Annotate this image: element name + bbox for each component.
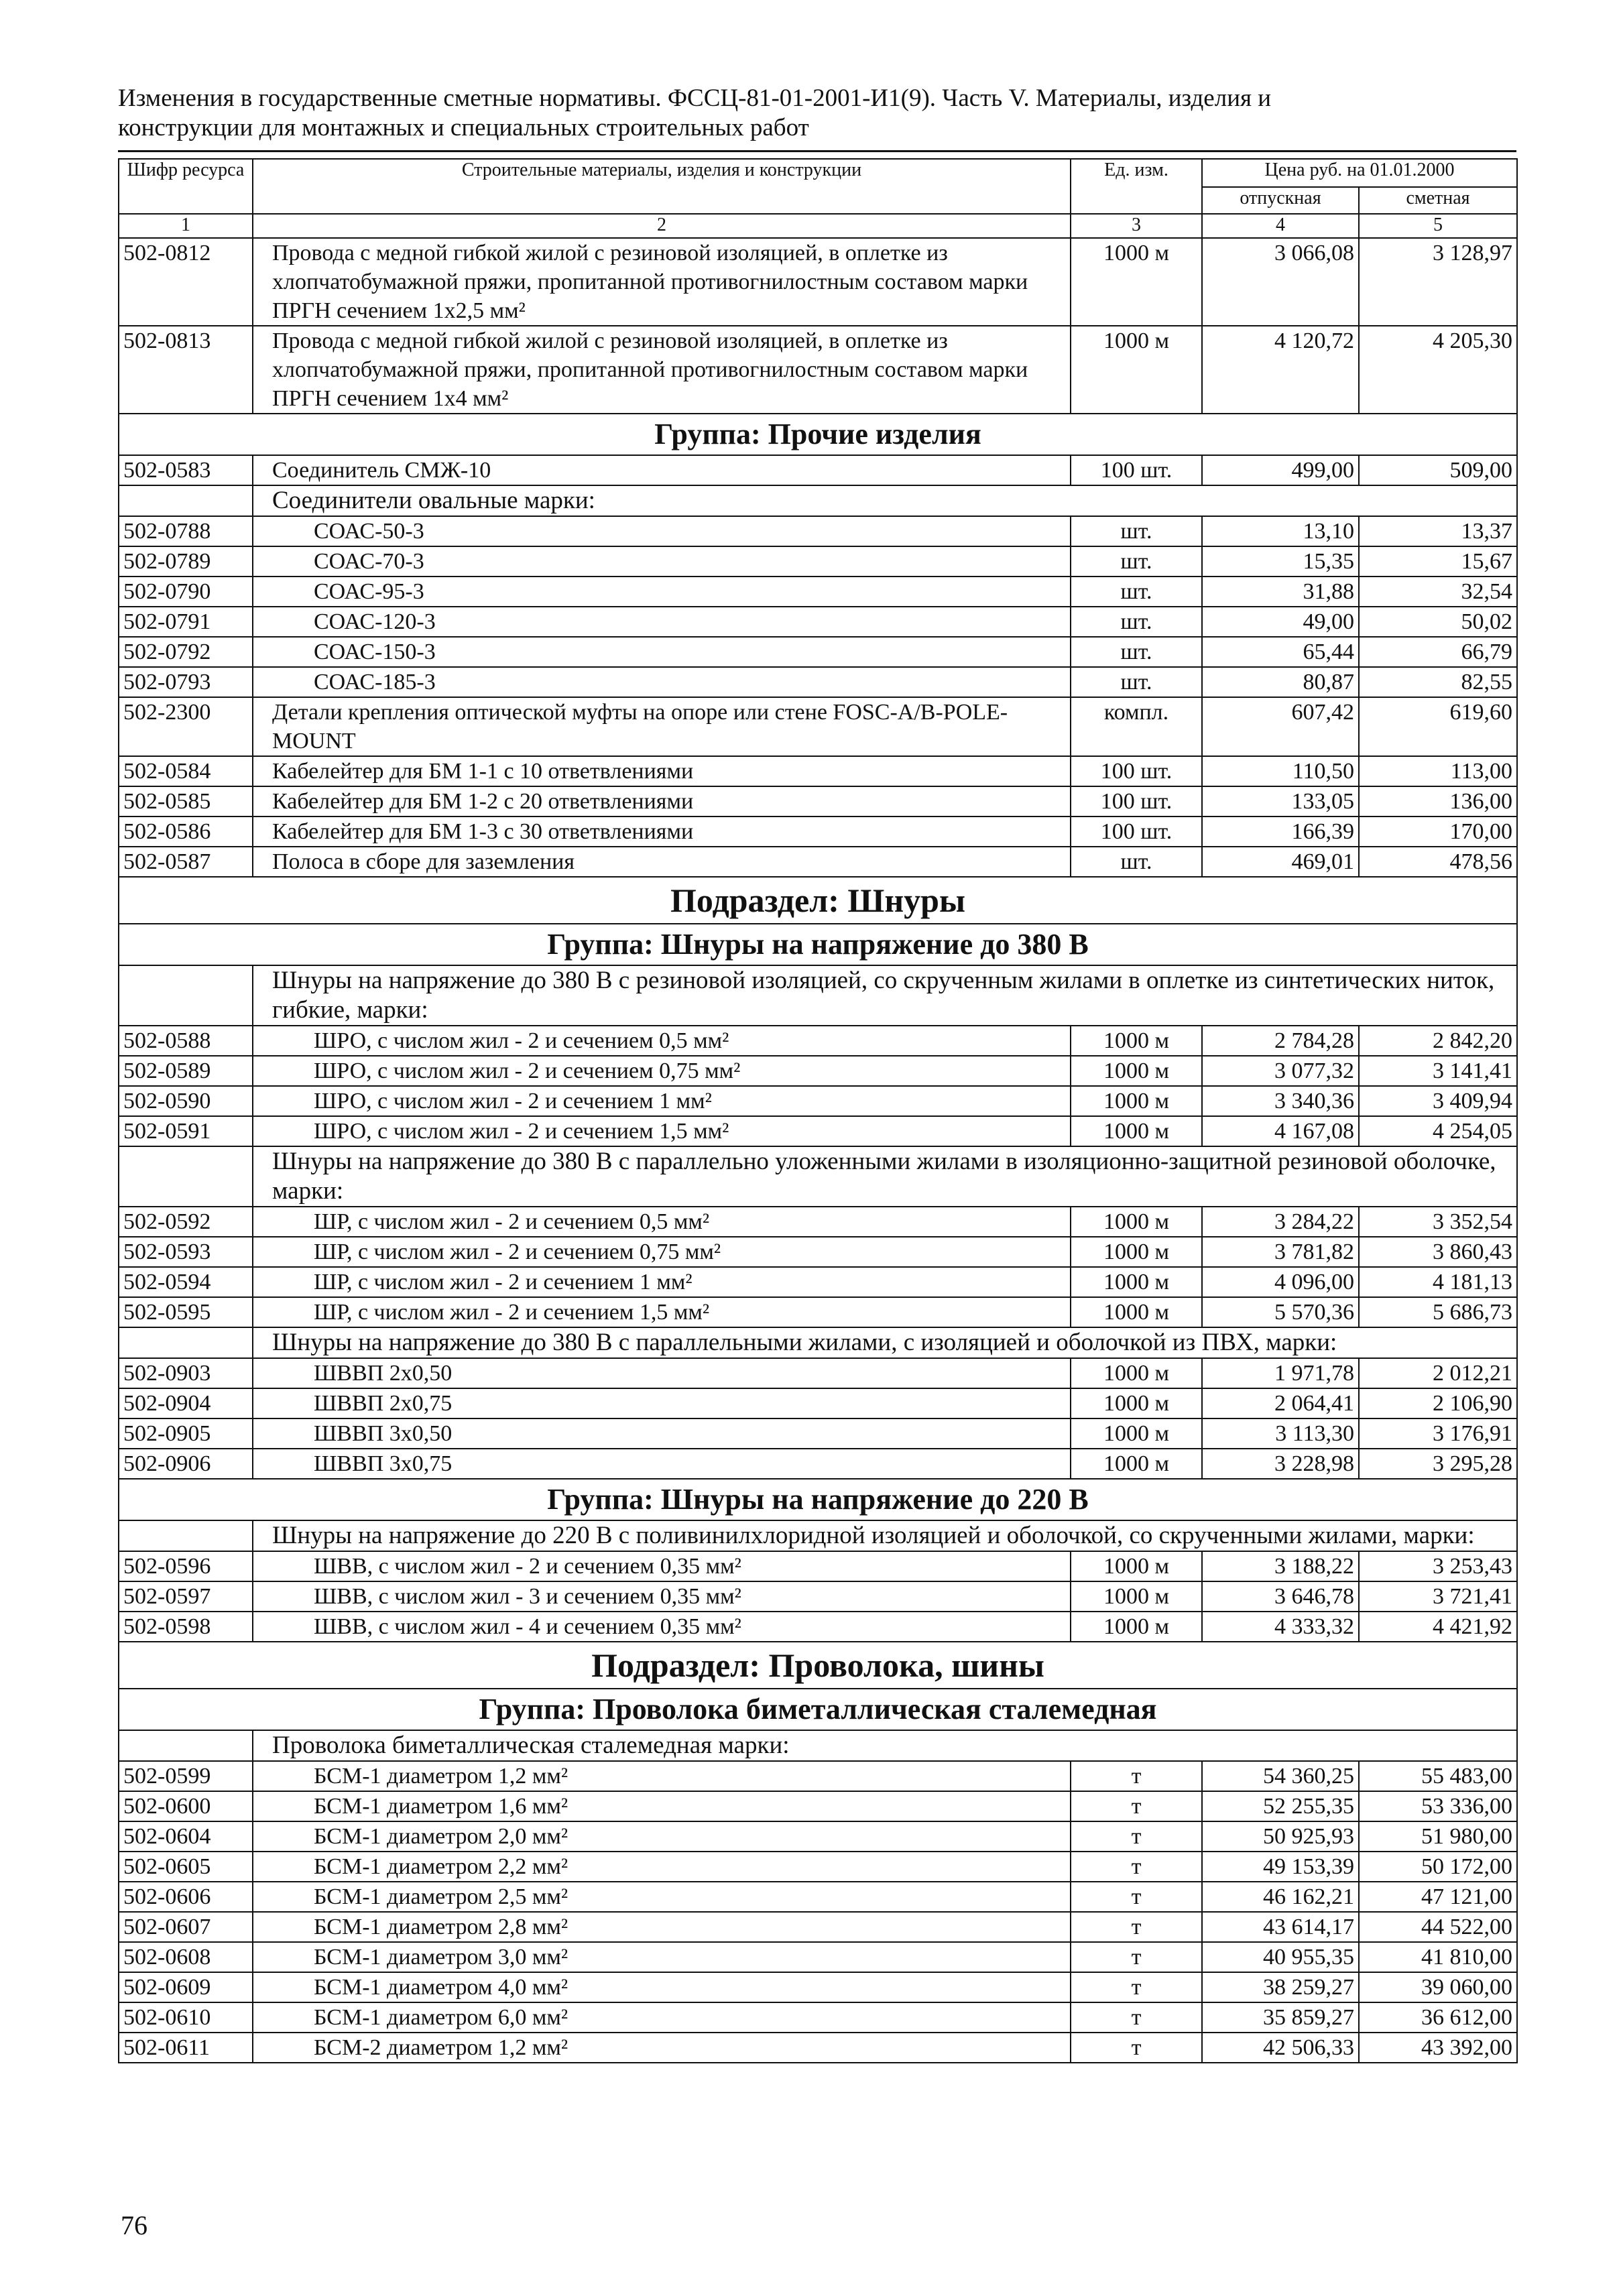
table-row xyxy=(119,756,1517,786)
subsection-heading xyxy=(119,877,1517,924)
resource-code: 502-0789 xyxy=(119,546,253,577)
release-price: 166,39 xyxy=(1202,817,1359,847)
category-note-row xyxy=(119,1520,1517,1551)
table-row xyxy=(119,546,1517,577)
estimate-price: 3 409,94 xyxy=(1359,1086,1517,1116)
resource-code: 502-0605 xyxy=(119,1852,253,1882)
table-row xyxy=(119,2002,1517,2033)
release-price: 3 066,08 xyxy=(1202,238,1359,326)
release-price: 38 259,27 xyxy=(1202,1972,1359,2002)
release-price: 54 360,25 xyxy=(1202,1761,1359,1791)
column-header-name: Строительные материалы, изделия и конструкции xyxy=(253,159,1071,214)
unit-of-measure: т xyxy=(1071,1821,1202,1852)
heading-text: Группа: Проволока биметаллическая сталемедная xyxy=(119,1689,1517,1730)
release-price: 3 284,22 xyxy=(1202,1207,1359,1237)
release-price: 3 077,32 xyxy=(1202,1056,1359,1086)
group-heading xyxy=(119,1689,1517,1730)
estimate-price: 4 421,92 xyxy=(1359,1612,1517,1642)
release-price: 80,87 xyxy=(1202,667,1359,697)
estimate-price: 3 295,28 xyxy=(1359,1449,1517,1479)
material-name: ШВВ, с числом жил - 2 и сечением 0,35 мм² xyxy=(253,1551,1071,1581)
material-name: ШРО, с числом жил - 2 и сечением 1 мм² xyxy=(253,1086,1071,1116)
release-price: 4 096,00 xyxy=(1202,1267,1359,1297)
resource-code: 502-0590 xyxy=(119,1086,253,1116)
unit-of-measure: 1000 м xyxy=(1071,1388,1202,1418)
resource-code: 502-0604 xyxy=(119,1821,253,1852)
release-price: 607,42 xyxy=(1202,697,1359,756)
column-number: 5 xyxy=(1359,214,1517,238)
estimate-price: 66,79 xyxy=(1359,637,1517,667)
unit-of-measure: 1000 м xyxy=(1071,1418,1202,1449)
unit-of-measure: 1000 м xyxy=(1071,1358,1202,1388)
column-number: 2 xyxy=(253,214,1071,238)
resource-code: 502-0589 xyxy=(119,1056,253,1086)
resource-code: 502-0585 xyxy=(119,786,253,817)
table-row xyxy=(119,1297,1517,1327)
table-row xyxy=(119,1761,1517,1791)
heading-text: Группа: Шнуры на напряжение до 380 В xyxy=(119,924,1517,965)
estimate-price: 2 012,21 xyxy=(1359,1358,1517,1388)
table-row xyxy=(119,326,1517,414)
group-heading xyxy=(119,414,1517,455)
unit-of-measure: шт. xyxy=(1071,847,1202,877)
unit-of-measure: 1000 м xyxy=(1071,238,1202,326)
release-price: 5 570,36 xyxy=(1202,1297,1359,1327)
release-price: 49,00 xyxy=(1202,607,1359,637)
category-note: Проволока биметаллическая сталемедная марки: xyxy=(253,1730,1517,1761)
table-body xyxy=(119,238,1517,2063)
estimate-price: 3 176,91 xyxy=(1359,1418,1517,1449)
column-header-release: отпускная xyxy=(1202,187,1359,214)
table-row xyxy=(119,1086,1517,1116)
release-price: 3 781,82 xyxy=(1202,1237,1359,1267)
release-price: 3 646,78 xyxy=(1202,1581,1359,1612)
estimate-price: 4 254,05 xyxy=(1359,1116,1517,1146)
subsection-heading xyxy=(119,1642,1517,1689)
material-name: Провода с медной гибкой жилой с резиновой изоляцией, в оплетке из хлопчатобумажной пряжи, пропитанной противогнилостным составом марки ПРГН сечением 1х4 мм² xyxy=(253,326,1071,414)
material-name: Кабелейтер для БМ 1-3 с 30 ответвлениями xyxy=(253,817,1071,847)
empty-cell xyxy=(119,965,253,1026)
release-price: 15,35 xyxy=(1202,546,1359,577)
unit-of-measure: шт. xyxy=(1071,667,1202,697)
heading-text: Группа: Прочие изделия xyxy=(119,414,1517,455)
page-header xyxy=(118,84,1516,143)
table-row xyxy=(119,847,1517,877)
release-price: 46 162,21 xyxy=(1202,1882,1359,1912)
estimate-price: 3 352,54 xyxy=(1359,1207,1517,1237)
table-row xyxy=(119,1612,1517,1642)
unit-of-measure: 100 шт. xyxy=(1071,786,1202,817)
category-note-row xyxy=(119,485,1517,516)
resource-code: 502-0788 xyxy=(119,516,253,546)
table-row xyxy=(119,1267,1517,1297)
resource-code: 502-0592 xyxy=(119,1207,253,1237)
estimate-price: 39 060,00 xyxy=(1359,1972,1517,2002)
resource-code: 502-0792 xyxy=(119,637,253,667)
release-price: 13,10 xyxy=(1202,516,1359,546)
material-name: БСМ-1 диаметром 2,8 мм² xyxy=(253,1912,1071,1942)
estimate-price: 43 392,00 xyxy=(1359,2033,1517,2063)
resource-code: 502-0608 xyxy=(119,1942,253,1972)
release-price: 49 153,39 xyxy=(1202,1852,1359,1882)
column-number: 4 xyxy=(1202,214,1359,238)
resource-code: 502-0593 xyxy=(119,1237,253,1267)
unit-of-measure: т xyxy=(1071,2033,1202,2063)
category-note-row xyxy=(119,1146,1517,1207)
unit-of-measure: 1000 м xyxy=(1071,1449,1202,1479)
estimate-price: 136,00 xyxy=(1359,786,1517,817)
category-note: Шнуры на напряжение до 380 В с параллельно уложенными жилами в изоляционно-защитной резиновой оболочке, марки: xyxy=(253,1146,1517,1207)
resource-code: 502-0903 xyxy=(119,1358,253,1388)
material-name: ШВВП 3х0,75 xyxy=(253,1449,1071,1479)
table-row xyxy=(119,817,1517,847)
material-name: Провода с медной гибкой жилой с резиновой изоляцией, в оплетке из хлопчатобумажной пряжи, пропитанной противогнилостным составом марки ПРГН сечением 1х2,5 мм² xyxy=(253,238,1071,326)
resource-code: 502-2300 xyxy=(119,697,253,756)
unit-of-measure: 1000 м xyxy=(1071,1267,1202,1297)
empty-cell xyxy=(119,1327,253,1358)
release-price: 133,05 xyxy=(1202,786,1359,817)
material-name: ШР, с числом жил - 2 и сечением 1 мм² xyxy=(253,1267,1071,1297)
estimate-price: 478,56 xyxy=(1359,847,1517,877)
unit-of-measure: шт. xyxy=(1071,516,1202,546)
estimate-price: 2 842,20 xyxy=(1359,1026,1517,1056)
category-note-row xyxy=(119,1327,1517,1358)
table-row xyxy=(119,637,1517,667)
release-price: 52 255,35 xyxy=(1202,1791,1359,1821)
material-name: ШР, с числом жил - 2 и сечением 1,5 мм² xyxy=(253,1297,1071,1327)
table-row xyxy=(119,697,1517,756)
estimate-price: 41 810,00 xyxy=(1359,1942,1517,1972)
estimate-price: 619,60 xyxy=(1359,697,1517,756)
estimate-price: 3 253,43 xyxy=(1359,1551,1517,1581)
header-rule xyxy=(118,150,1516,152)
unit-of-measure: 1000 м xyxy=(1071,1026,1202,1056)
resource-code: 502-0594 xyxy=(119,1267,253,1297)
release-price: 3 113,30 xyxy=(1202,1418,1359,1449)
release-price: 110,50 xyxy=(1202,756,1359,786)
category-note: Шнуры на напряжение до 380 В с параллельными жилами, с изоляцией и оболочкой из ПВХ, марки: xyxy=(253,1327,1517,1358)
heading-text: Подраздел: Шнуры xyxy=(119,877,1517,924)
estimate-price: 44 522,00 xyxy=(1359,1912,1517,1942)
release-price: 65,44 xyxy=(1202,637,1359,667)
release-price: 4 333,32 xyxy=(1202,1612,1359,1642)
material-name: БСМ-1 диаметром 3,0 мм² xyxy=(253,1942,1071,1972)
unit-of-measure: т xyxy=(1071,1972,1202,2002)
material-name: ШВВП 2х0,50 xyxy=(253,1358,1071,1388)
material-name: СОАС-95-3 xyxy=(253,577,1071,607)
material-name: Детали крепления оптической муфты на опоре или стене FOSC-A/B-POLE-MOUNT xyxy=(253,697,1071,756)
material-name: СОАС-150-3 xyxy=(253,637,1071,667)
estimate-price: 50 172,00 xyxy=(1359,1852,1517,1882)
table-row xyxy=(119,1551,1517,1581)
material-name: СОАС-120-3 xyxy=(253,607,1071,637)
release-price: 3 188,22 xyxy=(1202,1551,1359,1581)
material-name: Соединитель СМЖ-10 xyxy=(253,455,1071,485)
resource-code: 502-0904 xyxy=(119,1388,253,1418)
category-note: Шнуры на напряжение до 380 В с резиновой изоляцией, со скрученным жилами в оплетке из синтетических ниток, гибкие, марки: xyxy=(253,965,1517,1026)
material-name: Кабелейтер для БМ 1-1 с 10 ответвлениями xyxy=(253,756,1071,786)
material-name: БСМ-1 диаметром 2,2 мм² xyxy=(253,1852,1071,1882)
material-name: БСМ-1 диаметром 1,2 мм² xyxy=(253,1761,1071,1791)
unit-of-measure: шт. xyxy=(1071,607,1202,637)
table-row xyxy=(119,607,1517,637)
release-price: 499,00 xyxy=(1202,455,1359,485)
table-header-row xyxy=(119,159,1517,187)
unit-of-measure: 100 шт. xyxy=(1071,455,1202,485)
table-row xyxy=(119,1882,1517,1912)
resource-code: 502-0583 xyxy=(119,455,253,485)
category-note-row xyxy=(119,965,1517,1026)
resource-code: 502-0790 xyxy=(119,577,253,607)
release-price: 50 925,93 xyxy=(1202,1821,1359,1852)
release-price: 35 859,27 xyxy=(1202,2002,1359,2033)
material-name: ШВВ, с числом жил - 4 и сечением 0,35 мм² xyxy=(253,1612,1071,1642)
release-price: 31,88 xyxy=(1202,577,1359,607)
table-row xyxy=(119,455,1517,485)
table-row xyxy=(119,1026,1517,1056)
empty-cell xyxy=(119,1520,253,1551)
estimate-price: 4 205,30 xyxy=(1359,326,1517,414)
material-name: ШРО, с числом жил - 2 и сечением 0,5 мм² xyxy=(253,1026,1071,1056)
table-row xyxy=(119,1972,1517,2002)
resource-code: 502-0591 xyxy=(119,1116,253,1146)
release-price: 4 167,08 xyxy=(1202,1116,1359,1146)
estimate-price: 32,54 xyxy=(1359,577,1517,607)
resource-code: 502-0599 xyxy=(119,1761,253,1791)
material-name: Кабелейтер для БМ 1-2 с 20 ответвлениями xyxy=(253,786,1071,817)
estimate-price: 5 686,73 xyxy=(1359,1297,1517,1327)
release-price: 3 228,98 xyxy=(1202,1449,1359,1479)
material-name: БСМ-1 диаметром 2,0 мм² xyxy=(253,1821,1071,1852)
table-row xyxy=(119,516,1517,546)
page-number: 76 xyxy=(121,2210,147,2240)
unit-of-measure: шт. xyxy=(1071,577,1202,607)
estimate-price: 4 181,13 xyxy=(1359,1267,1517,1297)
table-row xyxy=(119,667,1517,697)
column-number: 3 xyxy=(1071,214,1202,238)
resource-code: 502-0596 xyxy=(119,1551,253,1581)
table-row xyxy=(119,1207,1517,1237)
table-row xyxy=(119,1791,1517,1821)
unit-of-measure: т xyxy=(1071,1761,1202,1791)
table-row xyxy=(119,1821,1517,1852)
material-name: СОАС-185-3 xyxy=(253,667,1071,697)
unit-of-measure: 1000 м xyxy=(1071,1297,1202,1327)
resource-code: 502-0812 xyxy=(119,238,253,326)
price-table xyxy=(118,158,1518,2063)
resource-code: 502-0597 xyxy=(119,1581,253,1612)
estimate-price: 113,00 xyxy=(1359,756,1517,786)
unit-of-measure: 1000 м xyxy=(1071,1237,1202,1267)
unit-of-measure: т xyxy=(1071,1852,1202,1882)
resource-code: 502-0586 xyxy=(119,817,253,847)
table-row xyxy=(119,1852,1517,1882)
resource-code: 502-0906 xyxy=(119,1449,253,1479)
release-price: 469,01 xyxy=(1202,847,1359,877)
table-row xyxy=(119,1581,1517,1612)
estimate-price: 170,00 xyxy=(1359,817,1517,847)
unit-of-measure: т xyxy=(1071,1912,1202,1942)
material-name: БСМ-1 диаметром 4,0 мм² xyxy=(253,1972,1071,2002)
unit-of-measure: 1000 м xyxy=(1071,1551,1202,1581)
unit-of-measure: 1000 м xyxy=(1071,1581,1202,1612)
estimate-price: 53 336,00 xyxy=(1359,1791,1517,1821)
unit-of-measure: 1000 м xyxy=(1071,1612,1202,1642)
empty-cell xyxy=(119,1146,253,1207)
resource-code: 502-0584 xyxy=(119,756,253,786)
resource-code: 502-0609 xyxy=(119,1972,253,2002)
unit-of-measure: 1000 м xyxy=(1071,1086,1202,1116)
release-price: 2 064,41 xyxy=(1202,1388,1359,1418)
table-row xyxy=(119,1116,1517,1146)
material-name: ШВВП 3х0,50 xyxy=(253,1418,1071,1449)
unit-of-measure: т xyxy=(1071,1791,1202,1821)
table-row xyxy=(119,1449,1517,1479)
material-name: ШВВ, с числом жил - 3 и сечением 0,35 мм² xyxy=(253,1581,1071,1612)
material-name: СОАС-70-3 xyxy=(253,546,1071,577)
resource-code: 502-0791 xyxy=(119,607,253,637)
estimate-price: 3 860,43 xyxy=(1359,1237,1517,1267)
unit-of-measure: компл. xyxy=(1071,697,1202,756)
category-note: Соединители овальные марки: xyxy=(253,485,1517,516)
resource-code: 502-0587 xyxy=(119,847,253,877)
material-name: БСМ-1 диаметром 6,0 мм² xyxy=(253,2002,1071,2033)
unit-of-measure: 1000 м xyxy=(1071,1056,1202,1086)
resource-code: 502-0610 xyxy=(119,2002,253,2033)
table-row xyxy=(119,2033,1517,2063)
resource-code: 502-0905 xyxy=(119,1418,253,1449)
table-row xyxy=(119,1942,1517,1972)
material-name: ШР, с числом жил - 2 и сечением 0,5 мм² xyxy=(253,1207,1071,1237)
unit-of-measure: 1000 м xyxy=(1071,1116,1202,1146)
group-heading xyxy=(119,924,1517,965)
unit-of-measure: шт. xyxy=(1071,546,1202,577)
resource-code: 502-0598 xyxy=(119,1612,253,1642)
column-header-price: Цена руб. на 01.01.2000 xyxy=(1202,159,1517,187)
header-line-2: конструкции для монтажных и специальных строительных работ xyxy=(118,114,809,141)
unit-of-measure: т xyxy=(1071,1942,1202,1972)
estimate-price: 51 980,00 xyxy=(1359,1821,1517,1852)
resource-code: 502-0588 xyxy=(119,1026,253,1056)
estimate-price: 3 128,97 xyxy=(1359,238,1517,326)
resource-code: 502-0793 xyxy=(119,667,253,697)
resource-code: 502-0600 xyxy=(119,1791,253,1821)
table-row xyxy=(119,1418,1517,1449)
table-row xyxy=(119,1388,1517,1418)
estimate-price: 47 121,00 xyxy=(1359,1882,1517,1912)
category-note-row xyxy=(119,1730,1517,1761)
release-price: 4 120,72 xyxy=(1202,326,1359,414)
table-row xyxy=(119,1056,1517,1086)
estimate-price: 15,67 xyxy=(1359,546,1517,577)
column-header-estimate: сметная xyxy=(1359,187,1517,214)
column-number-row xyxy=(119,214,1517,238)
header-line-1: Изменения в государственные сметные нормативы. ФССЦ-81-01-2001-И1(9). Часть V. Материалы, изделия и xyxy=(118,84,1272,112)
resource-code: 502-0813 xyxy=(119,326,253,414)
resource-code: 502-0606 xyxy=(119,1882,253,1912)
resource-code: 502-0595 xyxy=(119,1297,253,1327)
estimate-price: 50,02 xyxy=(1359,607,1517,637)
unit-of-measure: 1000 м xyxy=(1071,326,1202,414)
material-name: ШРО, с числом жил - 2 и сечением 1,5 мм² xyxy=(253,1116,1071,1146)
release-price: 40 955,35 xyxy=(1202,1942,1359,1972)
material-name: БСМ-1 диаметром 2,5 мм² xyxy=(253,1882,1071,1912)
estimate-price: 3 141,41 xyxy=(1359,1056,1517,1086)
table-row xyxy=(119,577,1517,607)
table-row xyxy=(119,1912,1517,1942)
material-name: ШВВП 2х0,75 xyxy=(253,1388,1071,1418)
unit-of-measure: шт. xyxy=(1071,637,1202,667)
heading-text: Группа: Шнуры на напряжение до 220 В xyxy=(119,1479,1517,1520)
resource-code: 502-0607 xyxy=(119,1912,253,1942)
material-name: СОАС-50-3 xyxy=(253,516,1071,546)
material-name: БСМ-1 диаметром 1,6 мм² xyxy=(253,1791,1071,1821)
category-note: Шнуры на напряжение до 220 В с поливинилхлоридной изоляцией и оболочкой, со скрученными жилами, марки: xyxy=(253,1520,1517,1551)
table-row xyxy=(119,1358,1517,1388)
table-row xyxy=(119,238,1517,326)
estimate-price: 82,55 xyxy=(1359,667,1517,697)
material-name: ШРО, с числом жил - 2 и сечением 0,75 мм² xyxy=(253,1056,1071,1086)
unit-of-measure: т xyxy=(1071,2002,1202,2033)
material-name: БСМ-2 диаметром 1,2 мм² xyxy=(253,2033,1071,2063)
heading-text: Подраздел: Проволока, шины xyxy=(119,1642,1517,1689)
estimate-price: 3 721,41 xyxy=(1359,1581,1517,1612)
column-header-code: Шифр ресурса xyxy=(119,159,253,214)
release-price: 42 506,33 xyxy=(1202,2033,1359,2063)
release-price: 3 340,36 xyxy=(1202,1086,1359,1116)
column-number: 1 xyxy=(119,214,253,238)
release-price: 1 971,78 xyxy=(1202,1358,1359,1388)
unit-of-measure: 100 шт. xyxy=(1071,817,1202,847)
estimate-price: 13,37 xyxy=(1359,516,1517,546)
estimate-price: 36 612,00 xyxy=(1359,2002,1517,2033)
column-header-unit: Ед. изм. xyxy=(1071,159,1202,214)
table-row xyxy=(119,1237,1517,1267)
unit-of-measure: 1000 м xyxy=(1071,1207,1202,1237)
empty-cell xyxy=(119,485,253,516)
resource-code: 502-0611 xyxy=(119,2033,253,2063)
estimate-price: 55 483,00 xyxy=(1359,1761,1517,1791)
group-heading xyxy=(119,1479,1517,1520)
estimate-price: 509,00 xyxy=(1359,455,1517,485)
estimate-price: 2 106,90 xyxy=(1359,1388,1517,1418)
empty-cell xyxy=(119,1730,253,1761)
unit-of-measure: 100 шт. xyxy=(1071,756,1202,786)
material-name: ШР, с числом жил - 2 и сечением 0,75 мм² xyxy=(253,1237,1071,1267)
table-row xyxy=(119,786,1517,817)
material-name: Полоса в сборе для заземления xyxy=(253,847,1071,877)
release-price: 43 614,17 xyxy=(1202,1912,1359,1942)
unit-of-measure: т xyxy=(1071,1882,1202,1912)
release-price: 2 784,28 xyxy=(1202,1026,1359,1056)
